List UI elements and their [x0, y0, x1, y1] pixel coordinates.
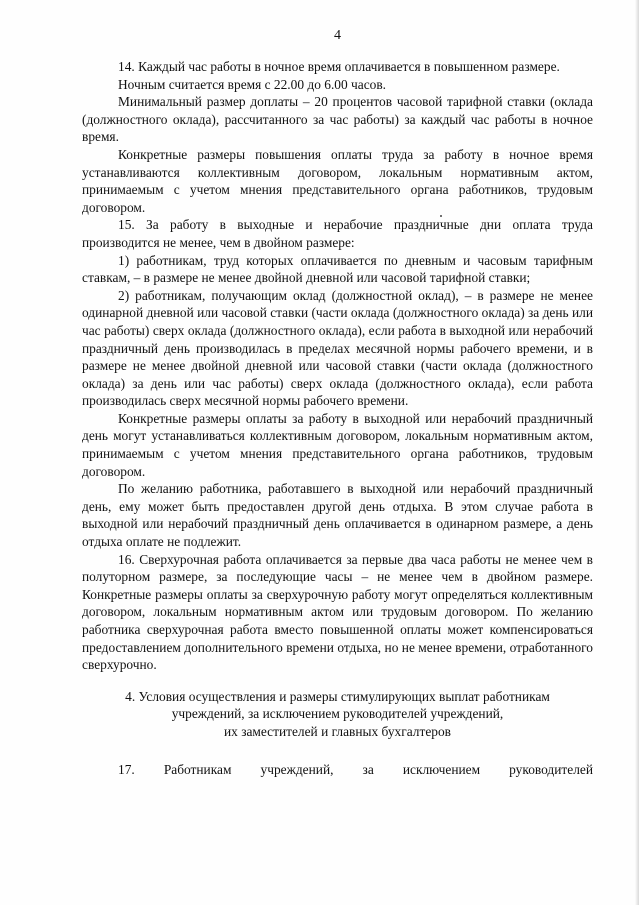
paragraph-night-time: Ночным считается время с 22.00 до 6.00 часов. [118, 76, 387, 92]
paragraph-day-off: По желанию работника, работавшего в выходной или нерабочий праздничный день, ему может быть предоставлен другой день отдыха. В этом случае работа в выходной или нерабочий праздничный день оплачивается в одинарном размере, а день отдыха оплате не подлежит. [82, 481, 593, 550]
section-heading-line-2: учреждений, за исключением руководителей учреждений, [171, 706, 504, 722]
paragraph-15-item-2: 2) работникам, получающим оклад (должностной оклад), – в размере не менее одинарной дневной или часовой ставки (части оклада (должностного оклада) за день или час работы) сверх оклада (должностного оклада), если работа в выходной или нерабочий праздничный день производилась в пределах месячной нормы рабочего времени, и в размере не менее двойной дневной или часовой ставки (части оклада (должностного оклада) за день или час работы) сверх оклада (должностного оклада), если работа производилась сверх месячной нормы рабочего времени. [82, 287, 593, 409]
document-body [82, 58, 593, 778]
section-heading-line-1: 4. Условия осуществления и размеры стимулирующих выплат работникам [125, 688, 550, 704]
paragraph-16: 16. Сверхурочная работа оплачивается за первые два часа работы не менее чем в полуторном размере, за последующие часы – не менее чем в двойном размере. Конкретные размеры оплаты за сверхурочную работу могут определяться коллективным договором, локальным нормативным актом или трудовым договором. По желанию работника сверхурочная работа вместо повышенной оплаты может компенсироваться предоставлением дополнительного времени отдыха, но не менее времени, отработанного сверхурочно. [82, 551, 593, 673]
section-heading-line-3: их заместителей и главных бухгалтеров [223, 723, 451, 739]
page-edge-shadow [635, 0, 639, 905]
paragraph-15-item-1: 1) работникам, труд которых оплачивается по дневным и часовым тарифным ставкам, – в размере не менее двойной дневной или часовой тарифной ставки; [82, 252, 593, 286]
page-number: 4 [334, 28, 341, 43]
paragraph-holiday-specific: Конкретные размеры оплаты за работу в выходной или нерабочий праздничный день могут устанавливаться коллективным договором, локальным нормативным актом, принимаемым с учетом мнения представительного органа работников, трудовым договором. [82, 410, 593, 479]
paragraph-min-surcharge: Минимальный размер доплаты – 20 процентов часовой тарифной ставки (оклада (должностного оклада), рассчитанного за час работы) за каждый час работы в ночное время. [82, 94, 593, 145]
paragraph-15: 15. За работу в выходные и нерабочие праздничные дни оплата труда производится не менее, чем в двойном размере: [82, 217, 593, 250]
paragraph-night-specific: Конкретные размеры повышения оплаты труда за работу в ночное время устанавливаются коллективным договором, локальным нормативным актом, принимаемым с учетом мнения представительного органа работников, трудовым договором. [82, 146, 593, 215]
paragraph-14: 14. Каждый час работы в ночное время оплачивается в повышенном размере. [118, 59, 560, 74]
section-heading [82, 688, 593, 741]
paragraph-17: 17. Работникам учреждений, за исключением руководителей [118, 761, 593, 777]
scan-speck [440, 215, 442, 217]
